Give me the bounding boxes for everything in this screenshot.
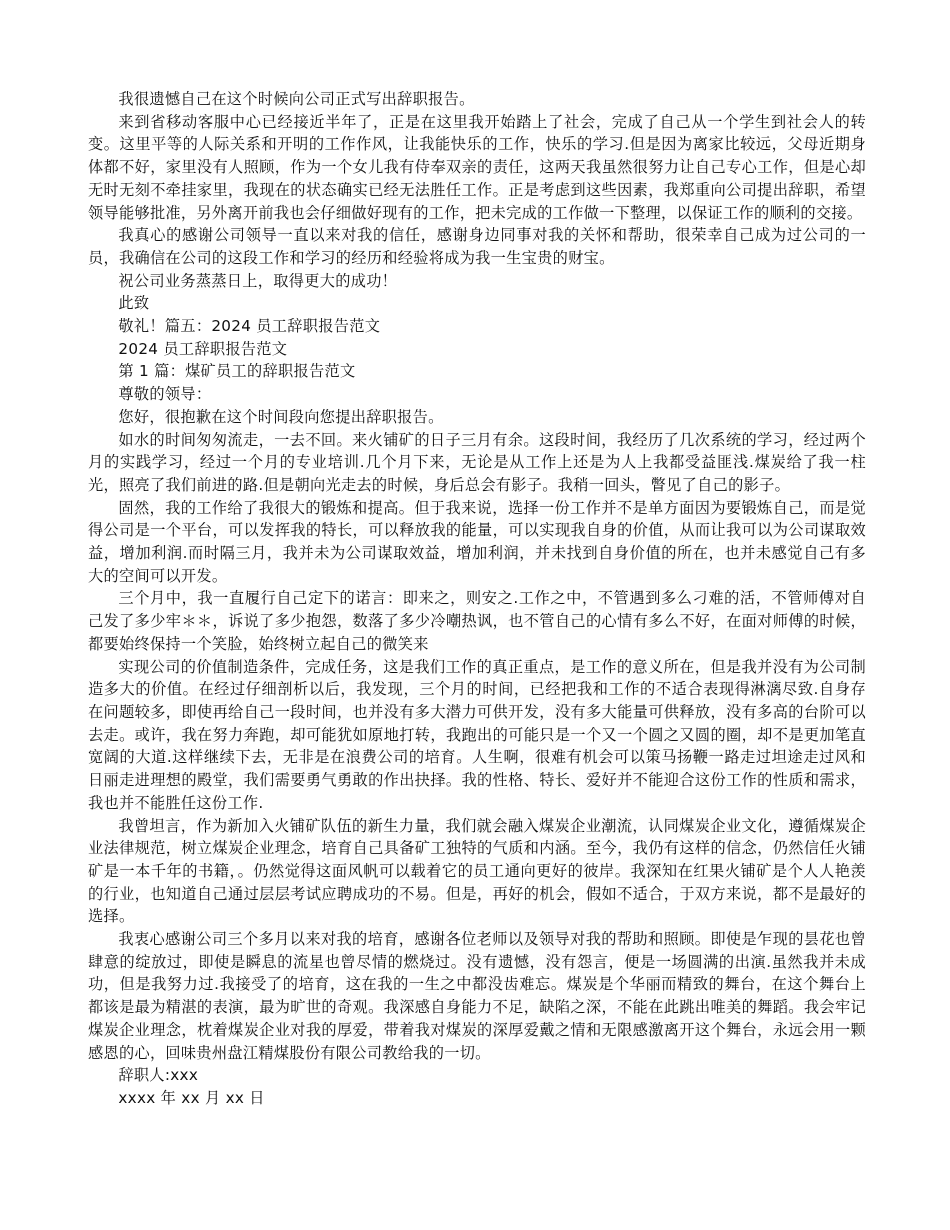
paragraph: 此致 bbox=[118, 294, 150, 313]
section-heading: 第 1 篇：煤矿员工的辞职报告范文 bbox=[118, 362, 356, 381]
paragraph: 我曾坦言，作为新加入火铺矿队伍的新生力量，我们就会融入煤炭企业潮流，认同煤炭企业文化，遵循煤炭企业法律规范，树立煤炭企业理念，培育自己具备矿工独特的气质和内涵。至今，我仍有这样的信念，仍然信任火铺矿是一本千年的书籍，。仍然觉得这面风帆可以载着它的员工通向更好的彼岸。我深知在红果火铺矿是个人人艳羡的行业，也知道自己通过层层考试应聘成功的不易。但是，再好的机会，假如不适合，于双方来说，都不是最好的选择。 bbox=[88, 816, 866, 926]
paragraph: 祝公司业务蒸蒸日上，取得更大的成功！ bbox=[118, 271, 398, 290]
section-heading: 敬礼！篇五：2024 员工辞职报告范文 bbox=[118, 317, 381, 336]
paragraph: 来到省移动客服中心已经接近半年了，正是在这里我开始踏上了社会，完成了自己从一个学生到社会人的转变。这里平等的人际关系和开明的工作作风，让我能快乐的工作，快乐的学习.但是因为离家比较远，父母近期身体都不好，家里没有人照顾，作为一个女儿我有侍奉双亲的责任，这两天我虽然很努力让自己专心工作，但是心却无时无刻不牵挂家里，我现在的状态确实已经无法胜任工作。正是考虑到这些因素，我郑重向公司提出辞职，希望领导能够批准，另外离开前我也会仔细做好现有的工作，把未完成的工作做一下整理，以保证工作的顺利的交接。 bbox=[88, 112, 866, 222]
date-line: xxxx 年 xx 月 xx 日 bbox=[118, 1088, 265, 1107]
salutation: 尊敬的领导： bbox=[118, 385, 212, 404]
paragraph: 我真心的感谢公司领导一直以来对我的信任，感谢身边同事对我的关怀和帮助，很荣幸自己成为过公司的一员，我确信在公司的这段工作和学习的经历和经验将成为我一生宝贵的财宝。 bbox=[88, 226, 866, 267]
paragraph: 实现公司的价值制造条件，完成任务，这是我们工作的真正重点，是工作的意义所在，但是我并没有为公司制造多大的价值。在经过仔细剖析以后，我发现，三个月的时间，已经把我和工作的不适合表现得淋漓尽致.自身存在问题较多，即使再给自己一段时间，也并没有多大潜力可供开发，没有多大能量可供释放，没有多高的台阶可以去走。或许，我在努力奔跑，却可能犹如原地打转，我跑出的可能只是一个又一个圆之又圆的圈，却不是更加笔直宽阔的大道.这样继续下去，无非是在浪费公司的培育。人生啊，很难有机会可以策马扬鞭一路走过坦途走过风和日丽走进理想的殿堂，我们需要勇气勇敢的作出抉择。我的性格、特长、爱好并不能迎合这份工作的性质和需求，我也并不能胜任这份工作. bbox=[88, 657, 866, 812]
signature-line: 辞职人:xxx bbox=[118, 1066, 199, 1085]
paragraph: 固然，我的工作给了我很大的锻炼和提高。但于我来说，选择一份工作并不是单方面因为要锻炼自己，而是觉得公司是一个平台，可以发挥我的特长，可以释放我的能量，可以实现我自身的价值，从而让我可以为公司谋取效益，增加利润.而时隔三月，我并未为公司谋取效益，增加利润，并未找到自身价值的所在，也并未感觉自己有多大的空间可以开发。 bbox=[88, 498, 866, 585]
paragraph: 您好，很抱歉在这个时间段向您提出辞职报告。 bbox=[118, 407, 444, 426]
paragraph: 如水的时间匆匆流走，一去不回。来火铺矿的日子三月有余。这段时间，我经历了几次系统的学习，经过两个月的实践学习，经过一个月的专业培训.几个月下来，无论是从工作上还是为人上我都受益匪浅.煤炭给了我一柱光，照亮了我们前进的路.但是朝向光走去的时候，身后总会有影子。我稍一回头，瞥见了自己的影子。 bbox=[88, 430, 866, 494]
paragraph: 我很遗憾自己在这个时候向公司正式写出辞职报告。 bbox=[118, 90, 475, 108]
document-body bbox=[88, 88, 866, 1110]
paragraph: 我衷心感谢公司三个多月以来对我的培育，感谢各位老师以及领导对我的帮助和照顾。即使是乍现的昙花也曾肆意的绽放过，即使是瞬息的流星也曾尽情的燃烧过。没有遗憾，没有怨言，便是一场圆满的出演.虽然我并未成功，但是我努力过.我接受了的培育，这在我的一生之中都没齿难忘。煤炭是个华丽而精致的舞台，在这个舞台上都该是最为精湛的表演，最为旷世的奇观。我深感自身能力不足，缺陷之深，不能在此跳出唯美的舞蹈。我会牢记煤炭企业理念，枕着煤炭企业对我的厚爱，带着我对煤炭的深厚爱戴之情和无限感激离开这个舞台，永远会用一颗感恩的心，回味贵州盘江精煤股份有限公司教给我的一切。 bbox=[88, 930, 866, 1062]
paragraph: 三个月中，我一直履行自己定下的诺言：即来之，则安之.工作之中，不管遇到多么刁难的活，不管师傅对自己发了多少牢＊＊，诉说了多少抱怨，数落了多少冷嘲热讽，也不管自己的心情有多么不好，在面对师傅的时候，都要始终保持一个笑脸，始终树立起自己的微笑来 bbox=[88, 589, 866, 653]
section-heading: 2024 员工辞职报告范文 bbox=[118, 339, 288, 358]
